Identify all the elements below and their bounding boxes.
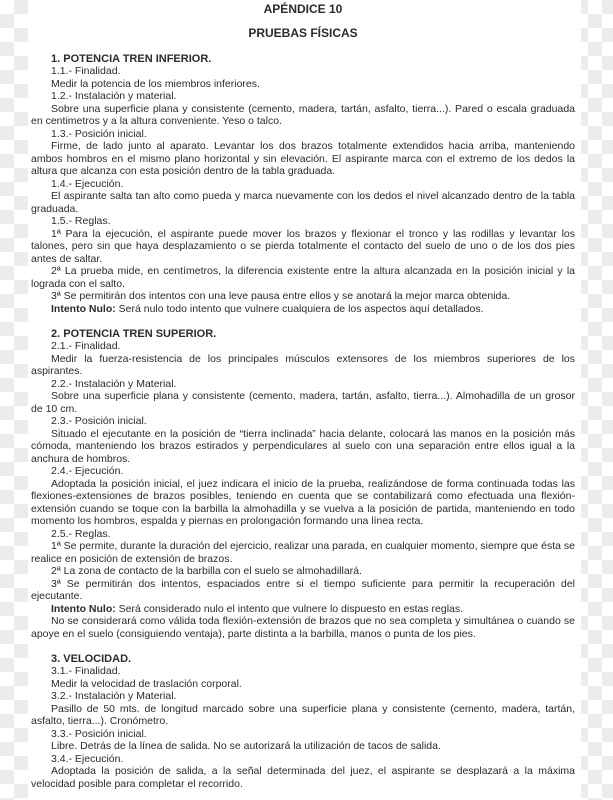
paragraph: Intento Nulo: Será considerado nulo el intento que vulnere lo dispuesto en estas reglas. (51, 602, 464, 615)
paragraph: 3.4.- Ejecución. (51, 752, 124, 765)
paragraph: Sobre una superficie plana y consistente (cemento, madera, tartán, asfalto, tierra...). Almohadilla de un grosor de 10 cm. (31, 390, 575, 415)
paragraph: Libre. Detrás de la línea de salida. No se autorizará la utilización de tacos de salida. (51, 740, 441, 752)
paragraph: Adoptada la posición de salida, a la señal determinada del juez, el aspirante se desplazará a la máxima velocidad posible para completar el recorrido. (31, 765, 575, 790)
paragraph: Firme, de lado junto al aparato. Levantar los dos brazos totalmente extendidos hacia arriba, manteniendo ambos hombros en el mismo plano horizontal y sin elevación. El aspirante marca con el extremo de los dedos la altura que alcanza con esta posición dentro de la tabla graduada. (31, 140, 575, 177)
paragraph: 2ª La prueba mide, en centímetros, la diferencia existente entre la altura alcanzada en la posición inicial y la lograda con el salto. (31, 265, 575, 290)
section-2 (31, 328, 575, 641)
paragraph: 1.3.- Posición inicial. (51, 127, 147, 140)
paragraph: El aspirante salta tan alto como pueda y marca nuevamente con los dedos el nivel alcanzado dentro de la tabla graduada. (31, 190, 575, 215)
paragraph: Situado el ejecutante en la posición de “tierra inclinada” hacia delante, colocará las manos en la posición más cómoda, manteniendo los brazos estirados y perpendiculares al suelo con una separación entre ellos igual a la anchura de hombros. (31, 427, 575, 465)
paragraph: 3ª Se permitirán dos intentos, espaciados entre si el tiempo suficiente para permitir la recuperación del ejecutante. (31, 577, 575, 602)
paragraph: Medir la velocidad de traslación corporal. (51, 677, 242, 690)
paragraph: 2.5.- Reglas. (51, 527, 111, 540)
paragraph-bold-lead: Intento Nulo: (51, 302, 116, 315)
paragraph: 2.3.- Posición inicial. (51, 415, 147, 427)
document-page (28, 0, 581, 800)
paragraph: Medir la potencia de los miembros inferiores. (51, 77, 260, 90)
document-sections (31, 53, 575, 791)
paragraph: Sobre una superficie plana y consistente (cemento, madera, tartán, asfalto, tierra...). Pared o escala graduada en centimetros y a la altura conveniente. Yeso o talco. (31, 102, 575, 127)
paragraph: 3.2.- Instalación y Material. (51, 690, 177, 702)
paragraph: Pasillo de 50 mts. de longitud marcado sobre una superficie plana y consistente (cemento, madera, tartán, asfalto, tierra...). Cronómetro. (31, 702, 575, 727)
document-title: APÉNDICE 10 (263, 2, 343, 16)
paragraph-bold-lead: Intento Nulo: (51, 602, 116, 615)
paragraph: 1.1.- Finalidad. (51, 65, 121, 77)
document-subtitle: PRUEBAS FÍSICAS (248, 25, 358, 40)
paragraph: 1.4.- Ejecución. (51, 177, 124, 190)
paragraph: 3.1.- Finalidad. (51, 665, 121, 677)
paragraph: Adoptada la posición inicial, el juez indicara el inicio de la prueba, realizándose de forma continuada todas las flexiones-extensiones de brazos posibles, teniendo en cuenta que se contabilizará como efectuada una flexión-extensión cuando se toque con la barbilla la almohadilla y se vuelva a la posición de partida, manteniendo en todo momento los hombros, espalda y piernas en prolongación formando una línea recta. (31, 477, 575, 527)
paragraph: 2.1.- Finalidad. (51, 340, 121, 352)
paragraph: 3ª Se permitirán dos intentos con una leve pausa entre ellos y se anotará la mejor marca obtenida. (51, 290, 511, 302)
section-3 (31, 653, 575, 791)
paragraph: Intento Nulo: Será nulo todo intento que vulnere cualquiera de los aspectos aquí detallados. (51, 302, 484, 315)
section-1 (31, 53, 575, 316)
paragraph: 2ª La zona de contacto de la barbilla con el suelo se almohadillará. (51, 565, 362, 577)
paragraph: Medir la fuerza-resistencia de los principales músculos extensores de los miembros superiores de los aspirantes. (31, 352, 575, 377)
paragraph: 1ª Se permite, durante la duración del ejercicio, realizar una parada, en cualquier momento, siempre que ésta se realice en posición de extensión de brazos. (31, 540, 575, 565)
paragraph: 2.2.- Instalación y Material. (51, 377, 177, 390)
paragraph: No se considerará como válida toda flexión-extensión de brazos que no sea completa y simultánea o cuando se apoye en el suelo (consiguiendo ventaja), parte distinta a la barbilla, manos o punta de los pies. (31, 615, 575, 640)
paragraph: 1ª Para la ejecución, el aspirante puede mover los brazos y flexionar el tronco y las rodillas y levantar los talones, pero sin que haya desplazamiento o se pierda totalmente el contacto del suelo de uno o de los dos pies antes de saltar. (31, 227, 575, 265)
section-heading: 2. POTENCIA TREN SUPERIOR. (51, 327, 217, 340)
paragraph: 2.4.- Ejecución. (51, 465, 124, 477)
paragraph: 1.2.- Instalación y material. (51, 90, 177, 102)
paragraph: 1.5.- Reglas. (51, 215, 111, 227)
section-heading: 1. POTENCIA TREN INFERIOR. (51, 52, 212, 65)
section-heading: 3. VELOCIDAD. (51, 652, 132, 665)
paragraph: 3.3.- Posición inicial. (51, 727, 147, 740)
